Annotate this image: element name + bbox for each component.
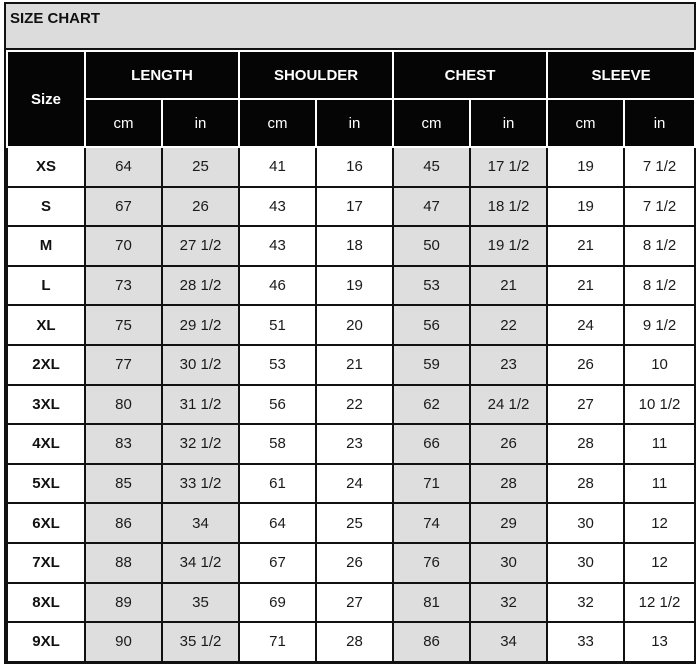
measurement-cell: 24 (547, 305, 624, 345)
measurement-cell: 13 (624, 622, 695, 662)
measurement-cell: 69 (239, 583, 316, 623)
size-label-cell: L (7, 266, 85, 306)
measurement-cell: 43 (239, 226, 316, 266)
size-label-cell: M (7, 226, 85, 266)
measurement-cell: 86 (393, 622, 470, 662)
measurement-cell: 81 (393, 583, 470, 623)
size-label-cell: 5XL (7, 464, 85, 504)
measurement-cell: 80 (85, 385, 162, 425)
measurement-cell: 70 (85, 226, 162, 266)
measurement-cell: 22 (470, 305, 547, 345)
measurement-cell: 89 (85, 583, 162, 623)
measurement-cell: 19 1/2 (470, 226, 547, 266)
measurement-cell: 73 (85, 266, 162, 306)
measurement-cell: 22 (316, 385, 393, 425)
measurement-cell: 20 (316, 305, 393, 345)
table-row (7, 503, 695, 543)
measurement-cell: 62 (393, 385, 470, 425)
measurement-cell: 66 (393, 424, 470, 464)
measurement-cell: 27 (316, 583, 393, 623)
measurement-cell: 26 (547, 345, 624, 385)
measurement-cell: 28 (547, 464, 624, 504)
size-label-cell: 7XL (7, 543, 85, 583)
table-row (7, 147, 695, 187)
table-body (7, 147, 695, 662)
measurement-cell: 19 (316, 266, 393, 306)
table-row (7, 464, 695, 504)
table-row (7, 305, 695, 345)
measurement-cell: 83 (85, 424, 162, 464)
measurement-cell: 28 (470, 464, 547, 504)
measurement-cell: 35 1/2 (162, 622, 239, 662)
size-label-cell: XS (7, 147, 85, 187)
measurement-cell: 32 (470, 583, 547, 623)
measurement-cell: 30 1/2 (162, 345, 239, 385)
measurement-cell: 67 (239, 543, 316, 583)
measurement-cell: 25 (162, 147, 239, 187)
measurement-cell: 33 (547, 622, 624, 662)
measurement-cell: 30 (547, 503, 624, 543)
size-label-cell: XL (7, 305, 85, 345)
measurement-cell: 19 (547, 147, 624, 187)
measurement-cell: 64 (85, 147, 162, 187)
measurement-cell: 47 (393, 187, 470, 227)
measurement-cell: 34 (162, 503, 239, 543)
measurement-cell: 18 1/2 (470, 187, 547, 227)
measurement-cell: 11 (624, 424, 695, 464)
measurement-cell: 30 (470, 543, 547, 583)
measurement-cell: 24 (316, 464, 393, 504)
size-label-cell: S (7, 187, 85, 227)
measurement-cell: 29 1/2 (162, 305, 239, 345)
measurement-cell: 32 (547, 583, 624, 623)
measurement-cell: 86 (85, 503, 162, 543)
measurement-cell: 18 (316, 226, 393, 266)
measurement-cell: 19 (547, 187, 624, 227)
measurement-cell: 41 (239, 147, 316, 187)
size-label-cell: 6XL (7, 503, 85, 543)
measurement-cell: 43 (239, 187, 316, 227)
chart-title: SIZE CHART (6, 4, 694, 50)
measurement-cell: 8 1/2 (624, 266, 695, 306)
measurement-cell: 17 (316, 187, 393, 227)
measurement-cell: 30 (547, 543, 624, 583)
measurement-cell: 35 (162, 583, 239, 623)
measurement-cell: 31 1/2 (162, 385, 239, 425)
measurement-cell: 64 (239, 503, 316, 543)
measurement-cell: 53 (393, 266, 470, 306)
measurement-cell: 21 (316, 345, 393, 385)
measurement-cell: 61 (239, 464, 316, 504)
measurement-cell: 26 (162, 187, 239, 227)
measurement-cell: 10 1/2 (624, 385, 695, 425)
measurement-cell: 12 (624, 543, 695, 583)
measurement-cell: 75 (85, 305, 162, 345)
measurement-cell: 7 1/2 (624, 147, 695, 187)
measurement-cell: 9 1/2 (624, 305, 695, 345)
measurement-cell: 21 (547, 226, 624, 266)
unit-header: cm (85, 99, 162, 147)
measurement-cell: 71 (239, 622, 316, 662)
size-label-cell: 4XL (7, 424, 85, 464)
size-label-cell: 3XL (7, 385, 85, 425)
measurement-cell: 27 (547, 385, 624, 425)
unit-header-row (7, 99, 695, 147)
table-row (7, 424, 695, 464)
measurement-cell: 90 (85, 622, 162, 662)
size-table (6, 50, 696, 663)
measurement-cell: 28 (547, 424, 624, 464)
measurement-cell: 8 1/2 (624, 226, 695, 266)
measurement-cell: 26 (470, 424, 547, 464)
measurement-cell: 51 (239, 305, 316, 345)
measurement-cell: 71 (393, 464, 470, 504)
measurement-cell: 25 (316, 503, 393, 543)
measurement-cell: 74 (393, 503, 470, 543)
table-row (7, 583, 695, 623)
measurement-cell: 10 (624, 345, 695, 385)
measurement-cell: 34 (470, 622, 547, 662)
size-chart (4, 2, 696, 664)
sleeve-header: SLEEVE (547, 51, 695, 99)
table-row (7, 385, 695, 425)
measurement-cell: 16 (316, 147, 393, 187)
size-column-header: Size (7, 51, 85, 147)
measurement-cell: 58 (239, 424, 316, 464)
measurement-cell: 23 (470, 345, 547, 385)
table-row (7, 226, 695, 266)
table-row (7, 266, 695, 306)
measurement-cell: 33 1/2 (162, 464, 239, 504)
measurement-cell: 21 (547, 266, 624, 306)
unit-header: cm (393, 99, 470, 147)
shoulder-header: SHOULDER (239, 51, 393, 99)
measurement-cell: 85 (85, 464, 162, 504)
measurement-cell: 32 1/2 (162, 424, 239, 464)
group-header-row (7, 51, 695, 99)
measurement-cell: 34 1/2 (162, 543, 239, 583)
measurement-cell: 50 (393, 226, 470, 266)
unit-header: cm (547, 99, 624, 147)
measurement-cell: 11 (624, 464, 695, 504)
measurement-cell: 7 1/2 (624, 187, 695, 227)
size-label-cell: 9XL (7, 622, 85, 662)
unit-header: in (316, 99, 393, 147)
measurement-cell: 28 (316, 622, 393, 662)
table-row (7, 622, 695, 662)
measurement-cell: 26 (316, 543, 393, 583)
size-label-cell: 2XL (7, 345, 85, 385)
measurement-cell: 21 (470, 266, 547, 306)
unit-header: in (162, 99, 239, 147)
measurement-cell: 76 (393, 543, 470, 583)
measurement-cell: 28 1/2 (162, 266, 239, 306)
length-header: LENGTH (85, 51, 239, 99)
measurement-cell: 59 (393, 345, 470, 385)
measurement-cell: 56 (239, 385, 316, 425)
measurement-cell: 77 (85, 345, 162, 385)
unit-header: in (470, 99, 547, 147)
measurement-cell: 29 (470, 503, 547, 543)
measurement-cell: 88 (85, 543, 162, 583)
measurement-cell: 27 1/2 (162, 226, 239, 266)
size-label-cell: 8XL (7, 583, 85, 623)
measurement-cell: 45 (393, 147, 470, 187)
measurement-cell: 12 (624, 503, 695, 543)
measurement-cell: 53 (239, 345, 316, 385)
measurement-cell: 56 (393, 305, 470, 345)
measurement-cell: 17 1/2 (470, 147, 547, 187)
table-row (7, 187, 695, 227)
measurement-cell: 24 1/2 (470, 385, 547, 425)
measurement-cell: 23 (316, 424, 393, 464)
measurement-cell: 67 (85, 187, 162, 227)
measurement-cell: 46 (239, 266, 316, 306)
table-row (7, 345, 695, 385)
chest-header: CHEST (393, 51, 547, 99)
table-row (7, 543, 695, 583)
unit-header: in (624, 99, 695, 147)
measurement-cell: 12 1/2 (624, 583, 695, 623)
unit-header: cm (239, 99, 316, 147)
